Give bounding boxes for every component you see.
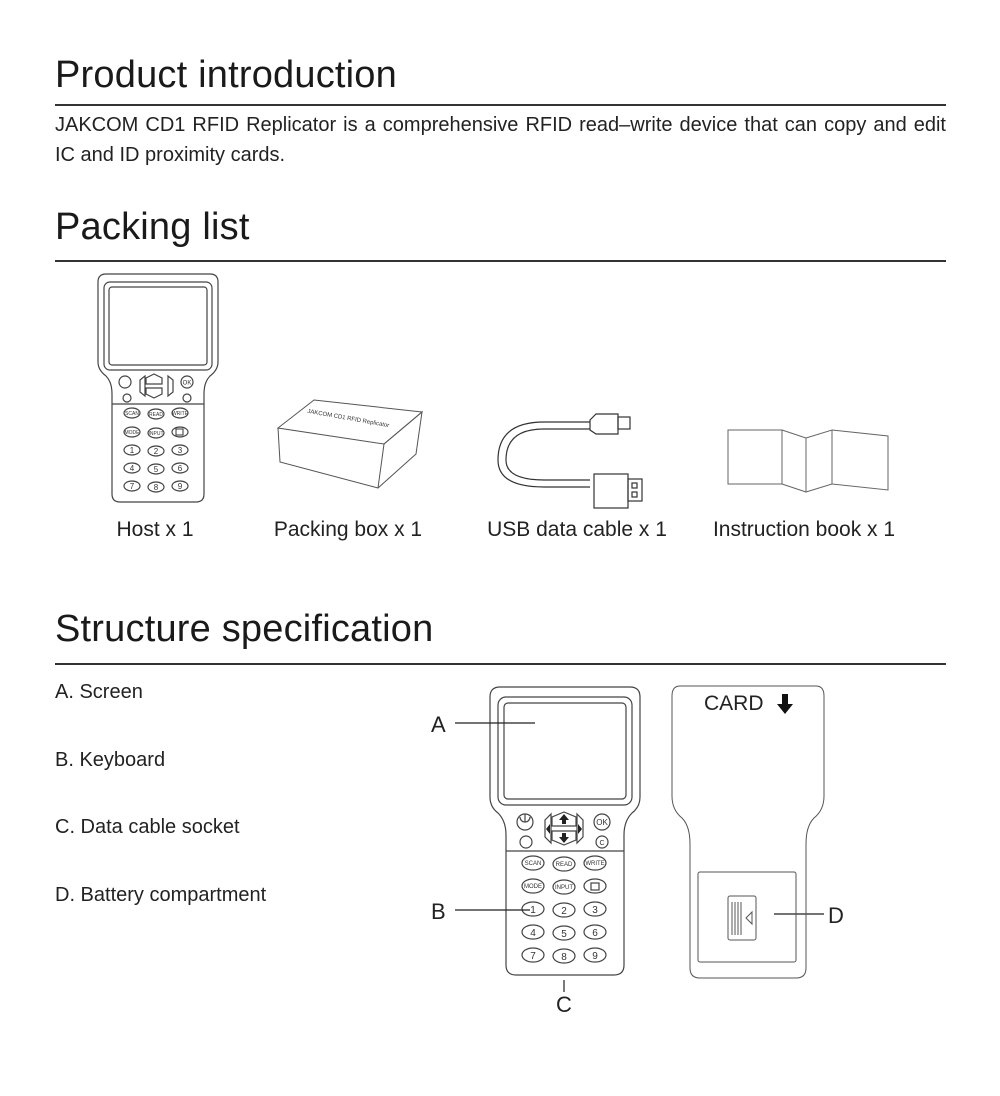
svg-text:INPUT: INPUT	[555, 885, 573, 891]
svg-text:9: 9	[177, 482, 183, 491]
svg-text:C: C	[599, 840, 605, 847]
svg-text:6: 6	[592, 928, 598, 939]
svg-text:2: 2	[561, 906, 567, 917]
section-title-packing-list: Packing list	[55, 206, 250, 248]
svg-text:2: 2	[153, 447, 159, 456]
svg-text:WRITE: WRITE	[171, 411, 189, 417]
callout-a: A	[431, 712, 446, 737]
svg-text:OK: OK	[596, 818, 608, 827]
svg-text:8: 8	[561, 952, 567, 963]
callout-c: C	[556, 992, 572, 1017]
spec-item-keyboard: B. Keyboard	[55, 749, 166, 771]
svg-text:7: 7	[129, 482, 135, 491]
svg-text:6: 6	[177, 464, 183, 473]
card-insert-label: CARD	[704, 692, 764, 715]
callout-b: B	[431, 899, 446, 924]
device-back-diagram	[670, 684, 826, 980]
svg-text:SCAN: SCAN	[125, 411, 139, 417]
svg-text:3: 3	[592, 905, 598, 916]
callout-d: D	[828, 903, 844, 928]
packing-item-label: Instruction book x 1	[712, 518, 896, 541]
svg-text:7: 7	[530, 951, 536, 962]
svg-text:MODE: MODE	[524, 884, 542, 890]
svg-text:READ: READ	[149, 412, 163, 418]
svg-text:SCAN: SCAN	[524, 861, 542, 867]
svg-text:4: 4	[530, 928, 536, 939]
svg-text:WRITE: WRITE	[585, 861, 605, 867]
packing-item-label: Packing box x 1	[273, 518, 423, 541]
svg-text:4: 4	[129, 464, 135, 473]
section-title-structure-specification: Structure specification	[55, 608, 434, 650]
svg-text:5: 5	[153, 465, 159, 474]
svg-text:INPUT: INPUT	[148, 431, 164, 437]
box-label: JAKCOM CD1 RFID Replicator	[306, 408, 390, 430]
svg-text:OK: OK	[182, 380, 192, 387]
intro-paragraph: JAKCOM CD1 RFID Replicator is a comprehensive RFID read–write device that can copy and edit IC and ID proximity cards.	[55, 114, 946, 166]
svg-text:1: 1	[129, 446, 135, 455]
svg-text:8: 8	[153, 483, 159, 492]
svg-text:5: 5	[561, 929, 567, 940]
section-title-product-introduction: Product introduction	[55, 54, 397, 96]
spec-item-data-cable-socket: C. Data cable socket	[55, 816, 240, 838]
svg-text:READ: READ	[555, 862, 573, 868]
spec-item-screen: A. Screen	[55, 681, 143, 703]
packing-item-label: USB data cable x 1	[487, 518, 667, 541]
svg-text:3: 3	[177, 446, 183, 455]
svg-text:9: 9	[592, 951, 598, 962]
packing-item-label: Host x 1	[116, 518, 194, 541]
svg-text:1: 1	[530, 905, 536, 916]
svg-text:MODE: MODE	[124, 430, 140, 436]
arrow-down-icon	[777, 694, 793, 714]
spec-item-battery-compartment: D. Battery compartment	[55, 884, 267, 906]
